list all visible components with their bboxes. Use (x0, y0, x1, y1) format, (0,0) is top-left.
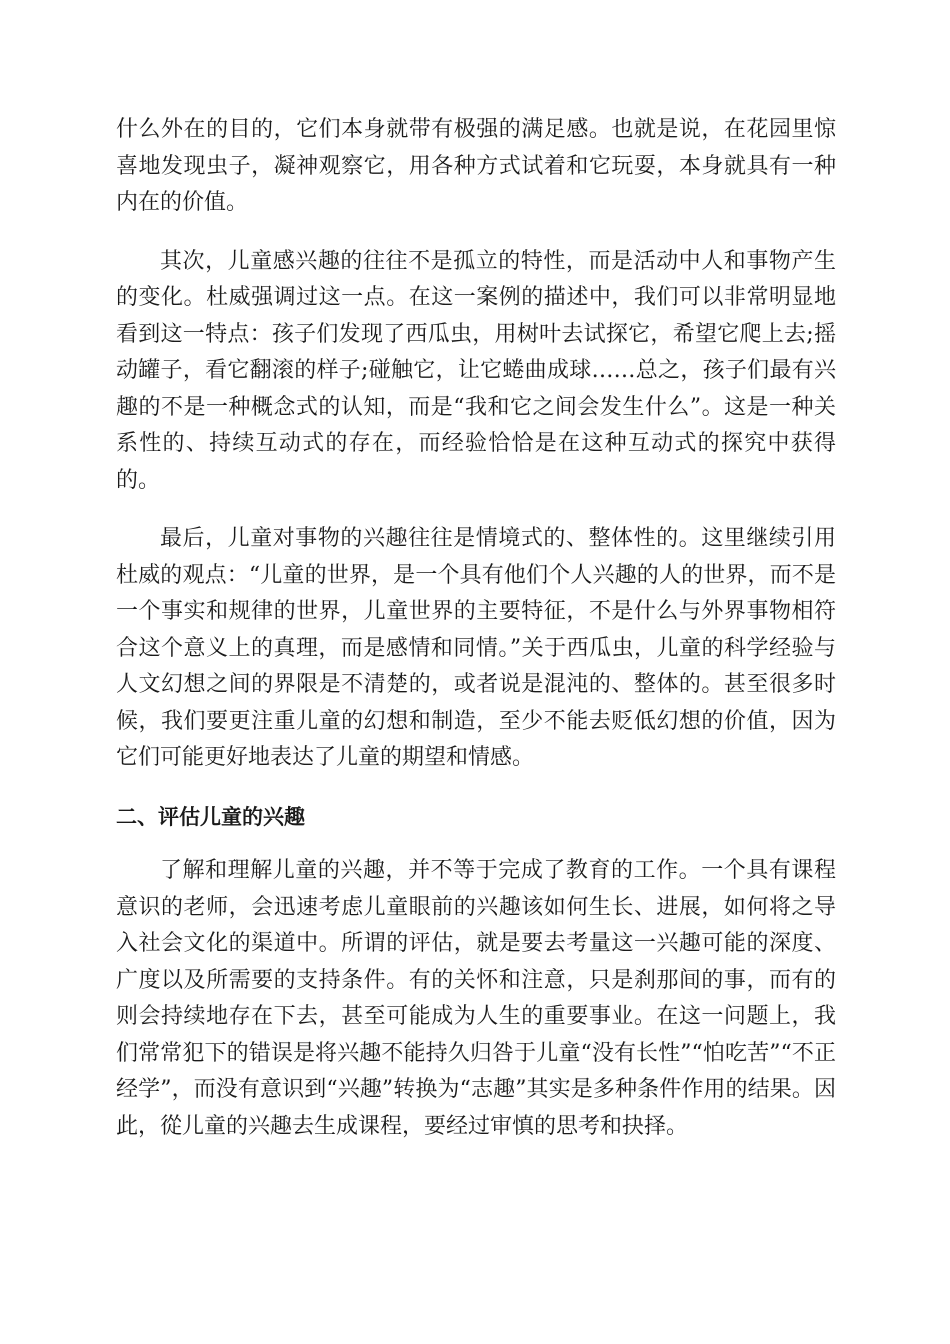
paragraph-section-body: 了解和理解儿童的兴趣，并不等于完成了教育的工作。一个具有课程意识的老师，会迅速考虑儿童眼前的兴趣该如何生长、进展，如何将之导入社会文化的渠道中。所谓的评估，就是要去考量这一兴趣可能的深度、广度以及所需要的支持条件。有的关怀和注意，只是刹那间的事，而有的则会持续地存在下去，甚至可能成为人生的重要事业。在这一问题上，我们常常犯下的错误是将兴趣不能持久归咎于儿童“没有长性”“怕吃苦”“不正经学”，而没有意识到“兴趣”转换为“志趣”其实是多种条件作用的结果。因此，從儿童的兴趣去生成课程，要经过审慎的思考和抉择。 (116, 858, 836, 1139)
paragraph-second-point: 其次，儿童感兴趣的往往不是孤立的特性，而是活动中人和事物产生的变化。杜威强调过这一点。在这一案例的描述中，我们可以非常明显地看到这一特点：孩子们发现了西瓜虫，用树叶去试探它，希望它爬上去;摇动罐子，看它翻滚的样子;碰触它，让它蜷曲成球……总之，孩子们最有兴趣的不是一种概念式的认知，而是“我和它之间会发生什么”。这是一种关系性的、持续互动式的存在，而经验恰恰是在这种互动式的探究中获得的。 (116, 248, 836, 493)
paragraph-final-point: 最后，儿童对事物的兴趣往往是情境式的、整体性的。这里继续引用杜威的观点：“儿童的世界，是一个具有他们个人兴趣的人的世界，而不是一个事实和规律的世界，儿童世界的主要特征，不是什么与外界事物相符合这个意义上的真理，而是感情和同情。”关于西瓜虫，儿童的科学经验与人文幻想之间的界限是不清楚的，或者说是混沌的、整体的。甚至很多时候，我们要更注重儿童的幻想和制造，至少不能去贬低幻想的价值，因为它们可能更好地表达了儿童的期望和情感。 (116, 526, 836, 770)
document-body (116, 112, 836, 1167)
section-heading: 二、评估儿童的兴趣 (116, 804, 305, 829)
paragraph-continuation: 什么外在的目的，它们本身就带有极强的满足感。也就是说，在花园里惊喜地发现虫子，凝神观察它，用各种方式试着和它玩耍，本身就具有一种内在的价值。 (116, 117, 836, 215)
